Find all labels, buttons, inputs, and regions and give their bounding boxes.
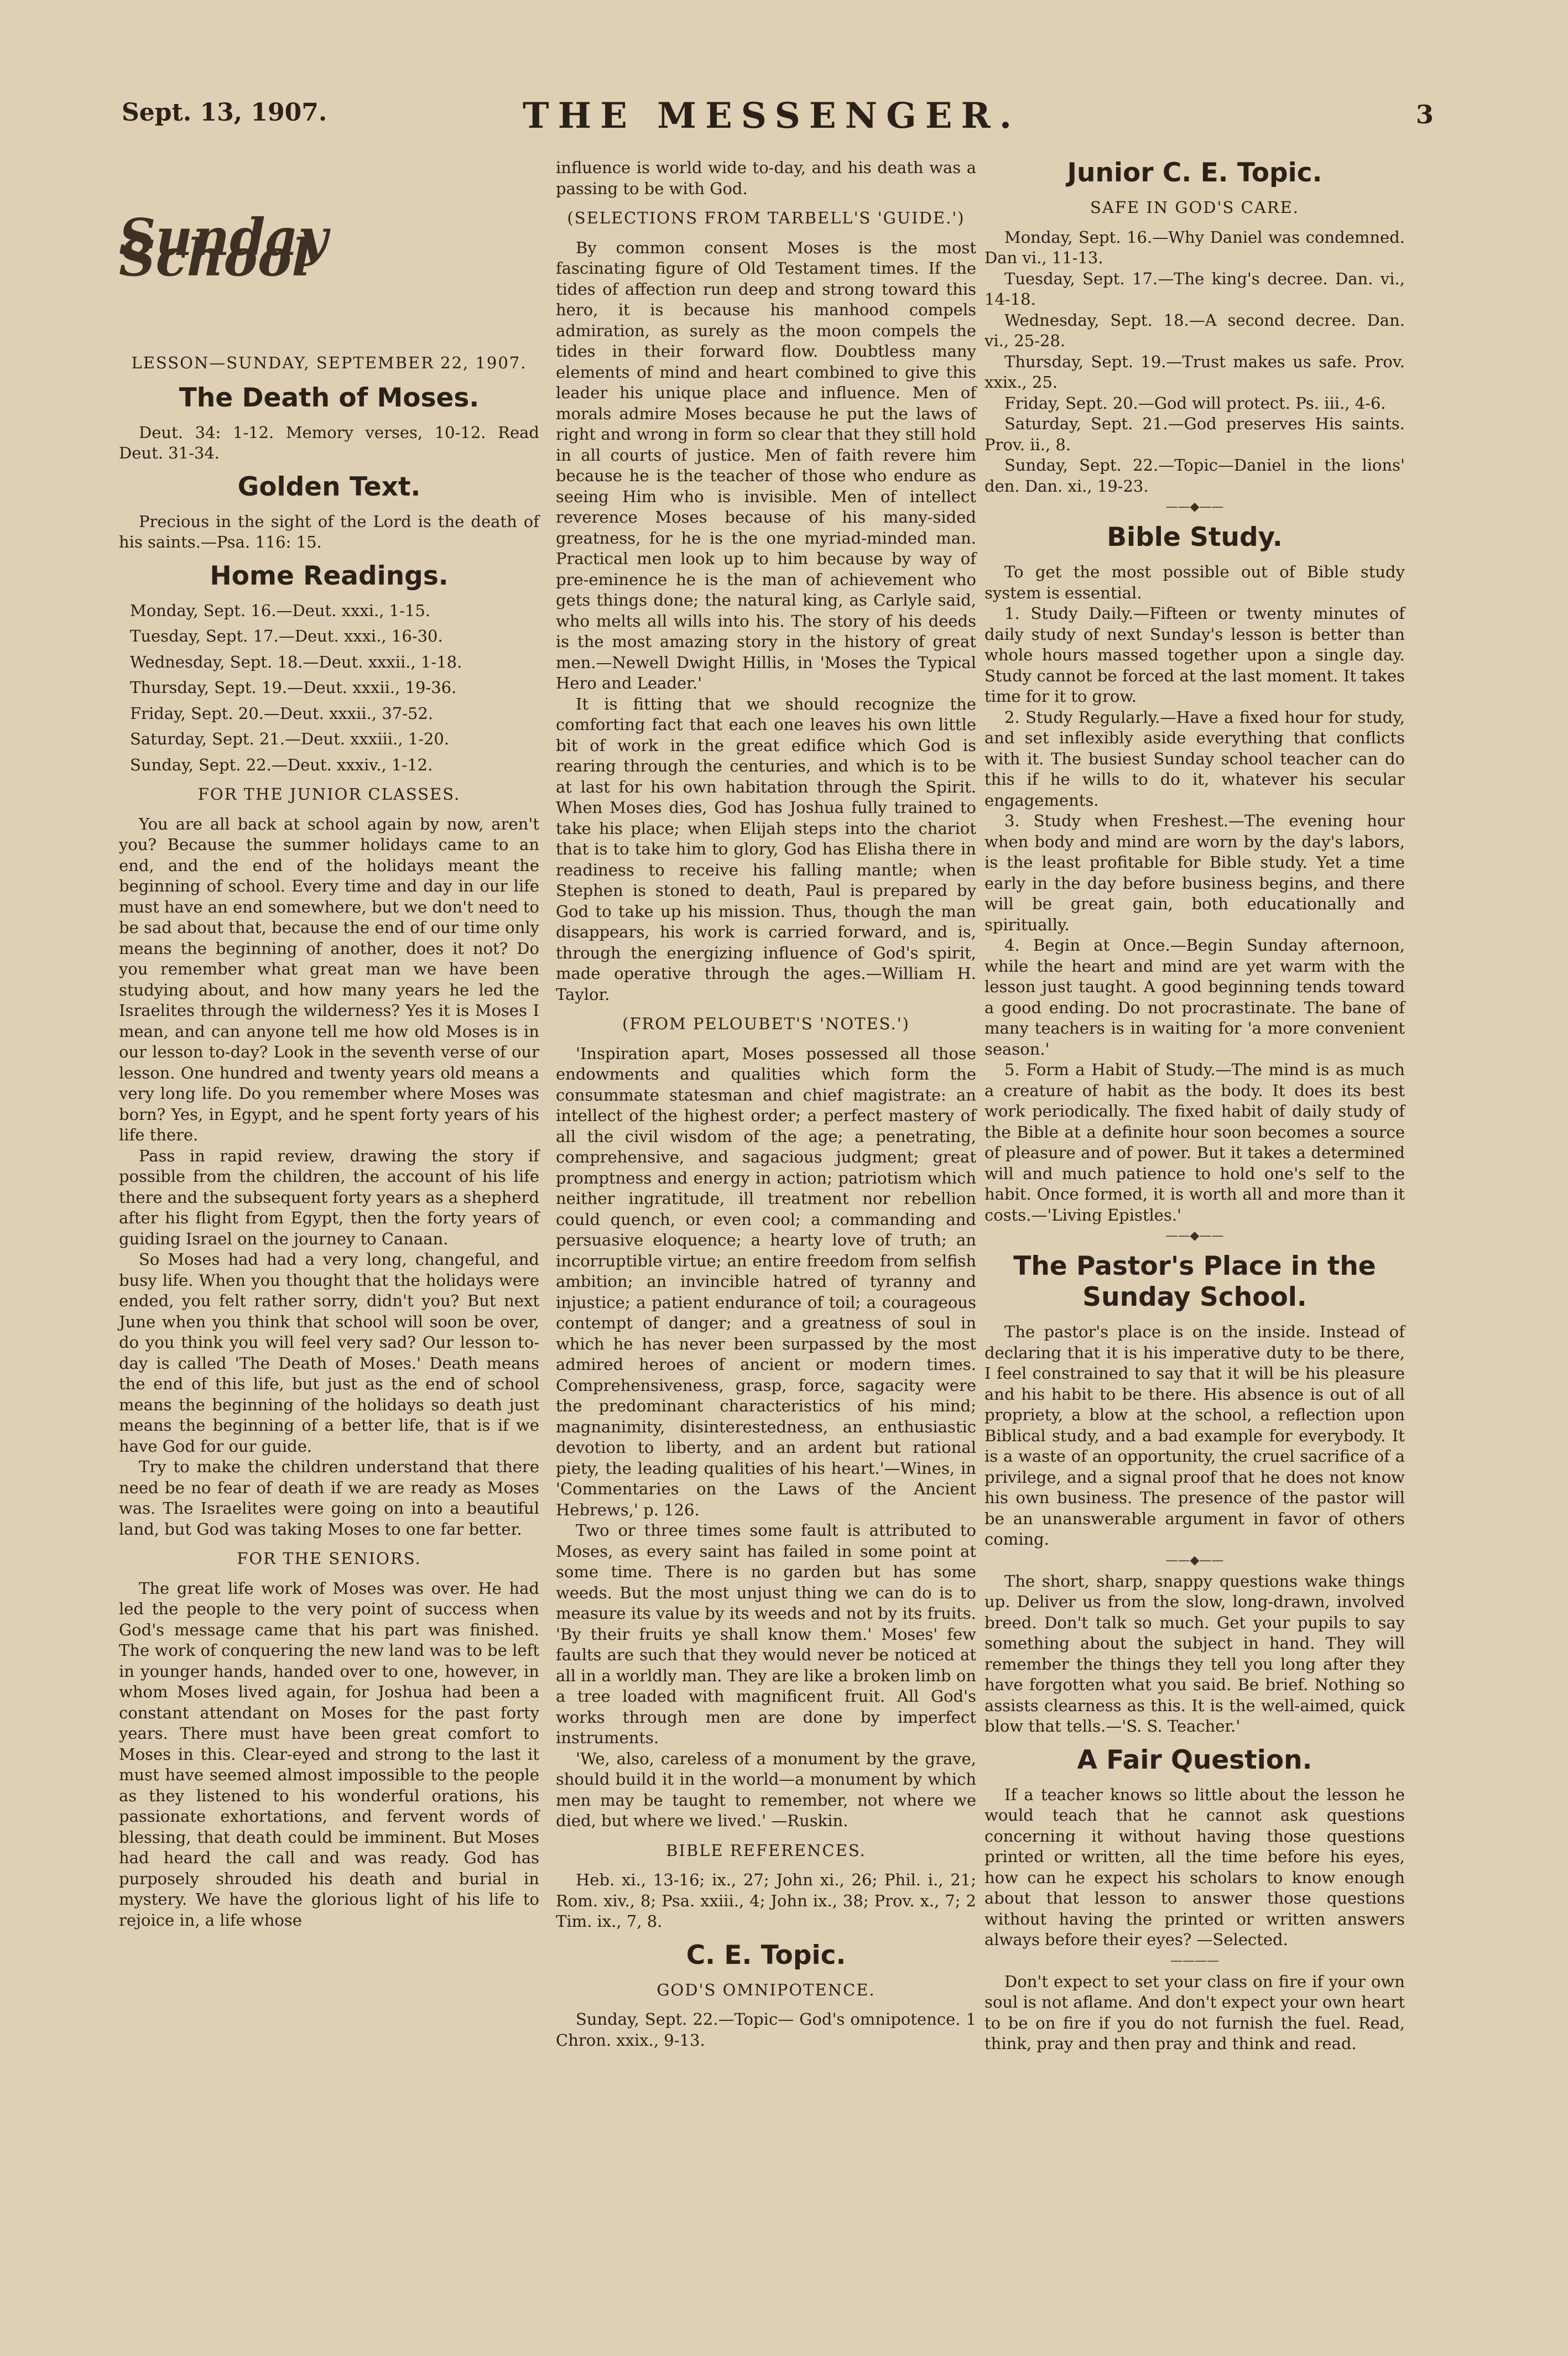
short-questions-paragraph: The short, sharp, snappy questions wake things up. Deliver us from the slow, long-drawn, involved breed. Don't talk so much. Get your pupils to say something about the subject in hand. They will remember the things they tell you long after they have forgotten what you said. Be brief. Nothing so assists clearness as this. It is the well-aimed, quick blow that tells.—'S. S. Teacher.': [984, 1571, 1405, 1735]
junior-ce-item: Tuesday, Sept. 17.—The king's decree. Dan. vi., 14-18.: [984, 269, 1405, 309]
golden-text: Precious in the sight of the Lord is the death of his saints.—Psa. 116: 15.: [119, 512, 539, 551]
peloubet-heading: (FROM PELOUBET'S 'NOTES.'): [622, 1014, 910, 1033]
section-divider: ——◆——: [1165, 1553, 1224, 1567]
lesson-reference: Deut. 34: 1-12. Memory verses, 10-12. Read Deut. 31-34.: [119, 423, 539, 462]
column-1: [119, 165, 539, 1931]
junior-ce-item: Saturday, Sept. 21.—God preserves His saints. Prov. ii., 8.: [984, 414, 1405, 454]
junior-ce-item: Sunday, Sept. 22.—Topic—Daniel in the lions' den. Dan. xi., 19-23.: [984, 456, 1405, 496]
bible-references-heading: BIBLE REFERENCES.: [666, 1841, 866, 1860]
peloubet-paragraph: 'Inspiration apart, Moses possessed all those endowments and qualities which form the consummate statesman and chief magistrate: an intellect of the highest order; a perfect mastery of all the civil wisdom of the age; a penetrating, comprehensive, and sagacious judgment; great promptness and energy in action; patriotism which neither ingratitude, ill treatment nor rebellion could quench, or even cool; a commanding and persuasive eloquence; a hearty love of truth; an incorruptible virtue; an entire freedom from selfish ambition; an invincible hatred of tyranny and injustice; a patient endurance of toil; a courageous contempt of danger; and a greatness of soul in which he has never been surpassed by the most admired heroes of ancient or modern times. Comprehensiveness, grasp, force, sagacity were the predominant characteristics of his mind; magnanimity, disinterestedness, an enthusiastic devotion to liberty, and an ardent but rational piety, the leading qualities of his heart.'—Wines, in 'Commentaries on the Laws of the Ancient Hebrews,' p. 126.: [556, 1044, 976, 1519]
page-number: 3: [1416, 100, 1434, 129]
junior-ce-item: Thursday, Sept. 19.—Trust makes us safe. Prov. xxix., 25.: [984, 352, 1405, 392]
junior-paragraph: Pass in rapid review, drawing the story if possible from the children, the account of his life there and the subsequent forty years as a shepherd after his flight from Egypt, then the forty years of guiding Israel on the journey to Canaan.: [119, 1146, 539, 1248]
bible-study-paragraph: 3. Study when Freshest.—The evening hour when body and mind are worn by the day's labors, is the least profitable for Bible study. Yet a time early in the day before business begins, and there will be great gain, both educationally and spiritually.: [984, 811, 1405, 934]
junior-ce-title: Junior C. E. Topic.: [1067, 158, 1322, 188]
section-divider: ——◆——: [1165, 1229, 1224, 1243]
home-reading: Tuesday, Sept. 17.—Deut. xxxi., 16-30.: [130, 627, 443, 645]
section-divider: ————: [1170, 1953, 1219, 1968]
junior-ce-item: Friday, Sept. 20.—God will protect. Ps. iii., 4-6.: [1004, 393, 1386, 413]
lesson-title: The Death of Moses.: [179, 382, 480, 413]
junior-ce-subtitle: SAFE IN GOD'S CARE.: [1090, 198, 1299, 217]
home-reading: Monday, Sept. 16.—Deut. xxxi., 1-15.: [130, 601, 430, 620]
junior-paragraph: Try to make the children understand that there need be no fear of death if we are ready as Moses was. The Israelites were going on into a beautiful land, but God was taking Moses to one far better.: [119, 1457, 539, 1539]
home-reading: Friday, Sept. 20.—Deut. xxxii., 37-52.: [130, 703, 434, 723]
junior-paragraph: You are all back at school again by now, aren't you? Because the summer holidays came to an end, and the end of the holidays meant the beginning of school. Every time and day in our life must have an end somewhere, but we don't need to be sad about that, because the end of our time only means the beginning of another, does it not? Do you remember what great man we have been studying about, and how many years he led the Israelites through the wilderness? Yes it is Moses I mean, and can anyone tell me how old Moses is in our lesson to-day? Look in the seventh verse of our lesson. One hundred and twenty years old means a very long life. Do you remember where Moses was born? Yes, in Egypt, and he spent forty years of his life there.: [119, 814, 539, 1144]
ce-topic-text: Sunday, Sept. 22.—Topic— God's omnipotence. 1 Chron. xxix., 9-13.: [556, 2010, 976, 2050]
issue-date: Sept. 13, 1907.: [122, 98, 327, 127]
sunday-school-logo: Sunday School: [119, 207, 328, 288]
bible-study-paragraph: 1. Study Daily.—Fifteen or twenty minutes of daily study of next Sunday's lesson is better than whole hours massed together upon a single day. Study cannot be forced at the last moment. It takes time for it to grow.: [984, 604, 1405, 706]
junior-ce-item: Monday, Sept. 16.—Why Daniel was condemned. Dan vi., 11-13.: [984, 227, 1405, 267]
bible-study-paragraph: 2. Study Regularly.—Have a fixed hour for study, and set inflexibly aside everything that conflicts with it. The busiest Sunday school teacher can do this if he wills to do it, whatever his secular engagements.: [984, 707, 1405, 810]
bible-study-title: Bible Study.: [1107, 522, 1283, 552]
fire-paragraph: Don't expect to set your class on fire if your own soul is not aflame. And don't expect your own heart to be on fire if you do not furnish the fuel. Read, think, pray and then pray and think and read.: [984, 1972, 1405, 2053]
home-reading: Thursday, Sept. 19.—Deut. xxxii., 19-36.: [130, 678, 457, 697]
seniors-heading: FOR THE SENIORS.: [237, 1549, 421, 1568]
lesson-heading: LESSON—SUNDAY, SEPTEMBER 22, 1907.: [131, 353, 527, 372]
ce-topic-title: C. E. Topic.: [686, 1940, 846, 1971]
bible-study-paragraph: 5. Form a Habit of Study.—The mind is as much a creature of habit as the body. It does its best work periodically. The fixed habit of daily study of the Bible at a definite hour soon becomes a source of pleasure and of power. But it takes a determined will and much patience to hold one's self to the habit. Once formed, it is worth all and more than it costs.—'Living Epistles.': [984, 1060, 1405, 1224]
column-2: [556, 158, 976, 2051]
tarbell-paragraph: It is fitting that we should recognize the comforting fact that each one leaves his own little bit of work in the great edifice which God is rearing through the centuries, and which is to be at last for his own habitation through the Spirit. When Moses dies, God has Joshua fully trained to take his place; when Elijah steps into the chariot that is to take him to glory, God has Elisha there in readiness to receive his falling mantle; when Stephen is stoned to death, Paul is prepared by God to take up his mission. Thus, though the man disappears, his work is carried forward, and is, through the energizing influence of God's spirit, made operative through the ages.—William H. Taylor.: [556, 694, 976, 1004]
junior-classes-heading: FOR THE JUNIOR CLASSES.: [197, 785, 461, 804]
pastor-title: The Pastor's Place in the Sunday School.: [1013, 1251, 1376, 1312]
column-3: [984, 158, 1405, 2055]
home-reading: Saturday, Sept. 21.—Deut. xxxiii., 1-20.: [130, 729, 450, 748]
peloubet-paragraph: 'We, also, careless of a monument by the grave, should build it in the world—a monument by which men may be taught to remember, not where we died, but where we lived.' —Ruskin.: [556, 1749, 976, 1830]
bible-study-paragraph: 4. Begin at Once.—Begin Sunday afternoon, while the heart and mind are yet warm with the lesson just taught. A good beginning tends toward a good ending. Do not procrastinate. The bane of many teachers is in waiting for 'a more convenient season.': [984, 936, 1405, 1059]
masthead-title: THE MESSENGER.: [523, 95, 1020, 137]
fair-question-title: A Fair Question.: [1077, 1744, 1312, 1775]
peloubet-paragraph: Two or three times some fault is attributed to Moses, as every saint has failed in some point at some time. There is no garden but has some weeds. But the most unjust thing we can do is to measure its value by its weeds and not by its fruits. 'By their fruits ye shall know them.' Moses' few faults are such that they would never be noticed at all in a worldly man. They are like a broken limb on a tree loaded with magnificent fruit. All God's works through men are done by imperfect instruments.: [556, 1521, 976, 1747]
section-divider: ——◆——: [1165, 500, 1224, 514]
continuation-paragraph: influence is world wide to-day, and his death was a passing to be with God.: [556, 158, 976, 198]
bible-references: Heb. xi., 13-16; ix., 27; John xi., 26; Phil. i., 21; Rom. xiv., 8; Psa. xxiii., 4; John ix., 38; Prov. x., 7; 2 Tim. ix., 7, 8.: [556, 1870, 976, 1931]
home-readings-title: Home Readings.: [210, 560, 449, 591]
home-reading: Sunday, Sept. 22.—Deut. xxxiv., 1-12.: [130, 755, 433, 774]
seniors-paragraph: The great life work of Moses was over. He had led the people to the very point of success when God's message came that his part was finished. The work of conquering the new land was to be left in younger hands, handed over to one, however, in whom Moses lived again, for Joshua had been a constant attendant on Moses for the past forty years. There must have been great comfort to Moses in this. Clear-eyed and strong to the last it must have seemed almost impossible to the people as they listened to his wonderful orations, his passionate exhortations, and fervent words of blessing, that death could be imminent. But Moses had heard the call and was ready. God has purposely shrouded his death and burial in mystery. We have the glorious light of his life to rejoice in, a life whose: [119, 1578, 539, 1930]
junior-paragraph: So Moses had had a very long, changeful, and busy life. When you thought that the holidays were ended, you felt rather sorry, didn't you? But next June when you think that school will soon be over, do you think you will feel very sad? Our lesson to-day is called 'The Death of Moses.' Death means the end of this life, but just as the end of school means the beginning of the holidays so death just means the beginning of a better life, that is if we have God for our guide.: [119, 1250, 539, 1456]
fair-question-paragraph: If a teacher knows so little about the lesson he would teach that he cannot ask questions concerning it without having those questions printed or written, all the time before his eyes, how can he expect his scholars to know enough about that lesson to answer those questions without having the printed or written answers always before their eyes? —Selected.: [984, 1785, 1405, 1949]
ce-topic-subtitle: GOD'S OMNIPOTENCE.: [657, 1980, 876, 1999]
pastor-paragraph: The pastor's place is on the inside. Instead of declaring that it is his imperative duty to be there, I feel constrained to say that it will be his pleasure and his habit to be there. His absence is out of all propriety, a blow at the school, a reflection upon Biblical study, and a bad example for everybody. It is a waste of an opportunity, the cruel sacrifice of a privilege, and a signal proof that he does not know his own business. The presence of the pastor will be an unanswerable argument in favor of others coming.: [984, 1322, 1405, 1549]
home-reading: Wednesday, Sept. 18.—Deut. xxxii., 1-18.: [130, 652, 462, 671]
tarbell-heading: (SELECTIONS FROM TARBELL'S 'GUIDE.'): [567, 209, 965, 227]
junior-ce-item: Wednesday, Sept. 18.—A second decree. Dan. vi., 25-28.: [984, 310, 1405, 350]
golden-text-title: Golden Text.: [237, 471, 421, 502]
tarbell-paragraph: By common consent Moses is the most fascinating figure of Old Testament times. If the tides of affection run deep and strong toward this hero, it is because his manhood compels admiration, as surely as the moon compels the tides in their forward flow. Doubtless many elements of mind and heart combined to give this leader his unique place and influence. Men of morals admire Moses because he put the laws of right and wrong in form so clear that they still hold in all courts of justice. Men of faith revere him because he is the teacher of those who endure as seeing Him who is invisible. Men of intellect reverence Moses because of his many-sided greatness, for he is the one myriad-minded man. Practical men look up to him because by way of pre-eminence he is the man of achievement who gets things done; the natural king, as Carlyle said, who melts all wills into his. The story of his deeds is the most amazing story in the history of great men.—Newell Dwight Hillis, in 'Moses the Typical Hero and Leader.': [556, 238, 976, 692]
bible-study-paragraph: To get the most possible out of Bible study system is essential.: [984, 562, 1405, 602]
